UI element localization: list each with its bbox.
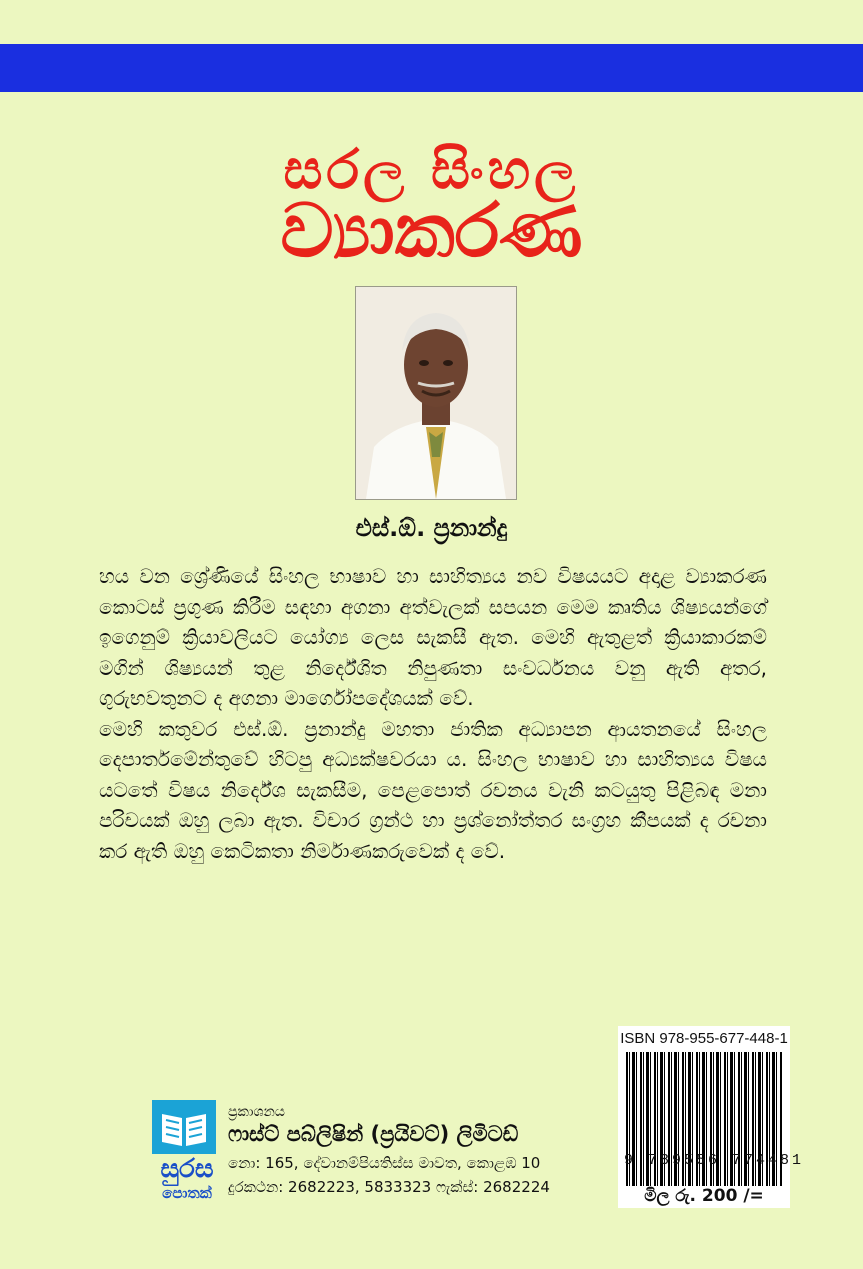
barcode-digits: 9 789556 774481 xyxy=(624,1152,805,1169)
author-name: එස්.ඕ. ප්‍රනාන්දු xyxy=(355,514,508,542)
description-paragraph-2: මෙහි කතුවර එස්.ඕ. ප්‍රනාන්දු මහතා ජාතික අධ්‍යාපන ආයතනයේ සිංහල දෙපාර්තමේන්තුවේ හිටපු අධ්‍යක්ෂවරයා ය. සිංහල භාෂාව හා සාහිත්‍යය විෂය යටතේ විෂය නිර්දේශ සැකසීම, පෙළපොත් රචනය වැනි කටයුතු පිළිබඳ මනා පරිචයක් ඔහු ලබා ඇත. විචාර ග්‍රන්ථ හා ප්‍රශ්නෝත්තර සංග්‍රහ කීපයක් ද රචනා කර ඇති ඔහු කෙටිකතා නිර්මාණකරුවෙක් ද වේ. xyxy=(99,716,767,863)
publisher-label: ප්‍රකාශනය xyxy=(228,1104,285,1120)
isbn-number: ISBN 978-955-677-448-1 xyxy=(620,1030,788,1047)
logo-text-line2: පොතක් xyxy=(162,1184,212,1202)
open-book-icon xyxy=(152,1100,216,1154)
book-title-line2: ව්‍යාකරණ xyxy=(280,188,583,274)
isbn-barcode-box xyxy=(618,1026,790,1208)
publisher-address: නො: 165, දේවානම්පියතිස්ස මාවත, කොළඹ 10 xyxy=(228,1154,541,1172)
logo-text-line1: සුරස xyxy=(160,1154,214,1184)
surasa-logo xyxy=(152,1100,222,1212)
publisher-name: ෆාස්ට් පබ්ලිෂින් (ප්‍රයිවට්) ලිමිටඩ් xyxy=(228,1122,519,1146)
description-paragraph-1: හය වන ශ්‍රේණියේ සිංහල භාෂාව හා සාහිත්‍යය නව විෂයයට අදාළ ව්‍යාකරණ කොටස් ප්‍රගුණ කිරීම සඳහා අගනා අත්වැලක් සපයන මෙම කෘතිය ශිෂ්‍යයන්ගේ ඉගෙනුම් ක්‍රියාවලියට යෝග්‍ය ලෙස සැකසී ඇත. මෙහි ඇතුළත් ක්‍රියාකාරකම් මගින් ශිෂ්‍යයන් තුළ නිර්දේශිත නිපුණතා සංවර්ධනය වනු ඇති අතර, ගුරුභවතුනට ද අගනා මාර්ගෝපදේශයක් වේ. xyxy=(99,564,767,710)
publisher-block xyxy=(228,1104,550,1199)
top-color-band xyxy=(0,44,863,92)
book-description xyxy=(99,561,767,866)
author-photo xyxy=(355,286,517,500)
price-label: මිල රු. 200 /= xyxy=(618,1186,790,1206)
book-title-line1: සරල සිංහල xyxy=(283,138,580,201)
publisher-phone: දුරකථන: 2682223, 5833323 ෆැක්ස්: 2682224 xyxy=(228,1178,550,1196)
